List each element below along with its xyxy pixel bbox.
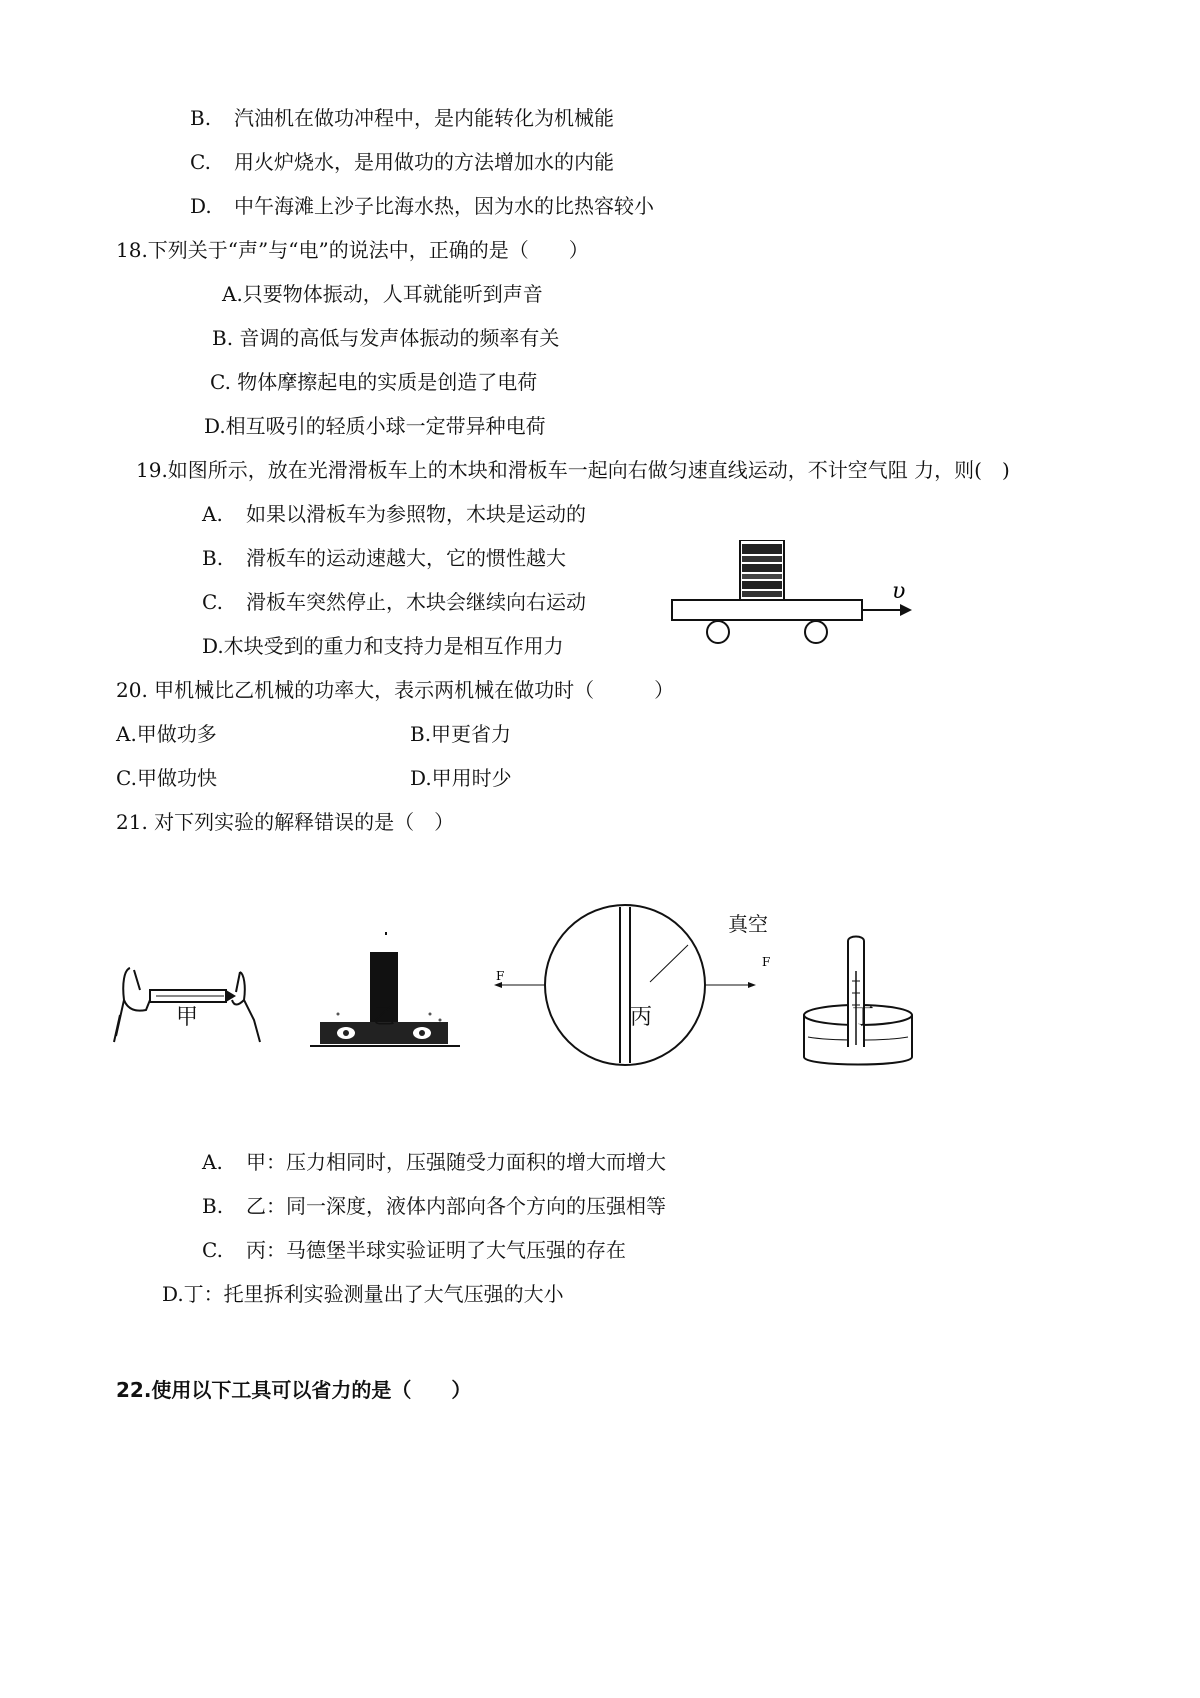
figure-label-bing: 丙: [630, 1005, 653, 1030]
q19-option-c: [202, 590, 586, 614]
option-key: A.: [202, 502, 223, 526]
q21-option-a: [202, 1150, 666, 1174]
figure-label-jia: 甲: [176, 1005, 199, 1030]
arrow-right-icon: [900, 604, 912, 616]
option-key: C.: [190, 150, 211, 174]
q20-option-c: C.甲做功快: [116, 766, 217, 790]
glass-tube-icon: [848, 937, 864, 1048]
q20-option-a: A.甲做功多: [116, 722, 217, 746]
skateboard-wheel-right: [805, 621, 827, 643]
option-key: B.: [190, 106, 212, 130]
q21-option-b: [202, 1194, 666, 1218]
q19-option-b: [202, 546, 566, 570]
option-text: 丙：马德堡半球实验证明了大气压强的存在: [246, 1238, 626, 1262]
option-text: 滑板车的运动速越大，它的惯性越大: [246, 546, 566, 570]
option-key: C.: [202, 1238, 223, 1262]
q20-option-b: B.甲更省力: [410, 722, 512, 746]
option-text: 中午海滩上沙子比海水热，因为水的比热容较小: [234, 194, 654, 218]
skateboard-wheel-left: [707, 621, 729, 643]
q21-stem: 21. 对下列实验的解释错误的是（ ）: [116, 810, 455, 834]
q22-stem: 22.使用以下工具可以省力的是（ ）: [116, 1378, 472, 1402]
q20-option-d: D.甲用时少: [410, 766, 512, 790]
skateboard-deck: [672, 600, 862, 620]
vacuum-label: 真空: [728, 912, 768, 936]
option-key: C.: [202, 590, 223, 614]
figure-label-yi: 乙: [373, 1005, 396, 1030]
hand-left-icon: [114, 968, 150, 1042]
q18-option-d: D.相互吸引的轻质小球一定带异种电荷: [204, 414, 546, 438]
figure-ding-torricelli: [800, 935, 920, 1070]
force-label-right: F: [762, 955, 771, 969]
force-label-left: F: [496, 969, 505, 983]
pencil-icon: [150, 990, 236, 1002]
q20-stem: 20. 甲机械比乙机械的功率大，表示两机械在做功时（ ）: [116, 678, 675, 702]
option-text: 汽油机在做功冲程中，是内能转化为机械能: [234, 106, 614, 130]
option-text: 甲：压力相同时，压强随受力面积的增大而增大: [246, 1150, 666, 1174]
q18-stem: 18.下列关于“声”与“电”的说法中，正确的是（ ）: [116, 238, 589, 262]
arrow-right-icon: [748, 982, 756, 988]
option-key: D.: [190, 194, 212, 218]
skateboard-figure: [660, 540, 920, 670]
hand-right-icon: [232, 972, 260, 1042]
figure-label-ding: 丁: [852, 1005, 875, 1030]
q18-option-b: B. 音调的高低与发声体振动的频率有关: [212, 326, 560, 350]
q21-option-d: D.丁：托里拆利实验测量出了大气压强的大小: [162, 1282, 564, 1306]
option-text: 乙：同一深度，液体内部向各个方向的压强相等: [246, 1194, 666, 1218]
hemisphere-sphere: [545, 905, 705, 1065]
q19-option-d: D.木块受到的重力和支持力是相互作用力: [202, 634, 564, 658]
wood-block-icon: [740, 540, 784, 600]
q18-option-a: A.只要物体振动，人耳就能听到声音: [222, 282, 543, 306]
velocity-label: υ: [892, 579, 906, 604]
q17-option-b: [190, 106, 614, 130]
q21-option-c: [202, 1238, 626, 1262]
option-text: 滑板车突然停止，木块会继续向右运动: [246, 590, 586, 614]
q17-option-c: [190, 150, 614, 174]
q18-option-c: C. 物体摩擦起电的实质是创造了电荷: [210, 370, 538, 394]
option-text: 如果以滑板车为参照物，木块是运动的: [246, 502, 586, 526]
option-key: B.: [202, 1194, 224, 1218]
q19-option-a: [202, 502, 586, 526]
figure-yi-device: [300, 930, 470, 1060]
q19-stem: 19.如图所示，放在光滑滑板车上的木块和滑板车一起向右做匀速直线运动，不计空气阻 力，则( ): [136, 458, 1010, 482]
option-text: 用火炉烧水，是用做功的方法增加水的内能: [234, 150, 614, 174]
option-key: A.: [202, 1150, 223, 1174]
option-key: B.: [202, 546, 224, 570]
q17-option-d: [190, 194, 654, 218]
